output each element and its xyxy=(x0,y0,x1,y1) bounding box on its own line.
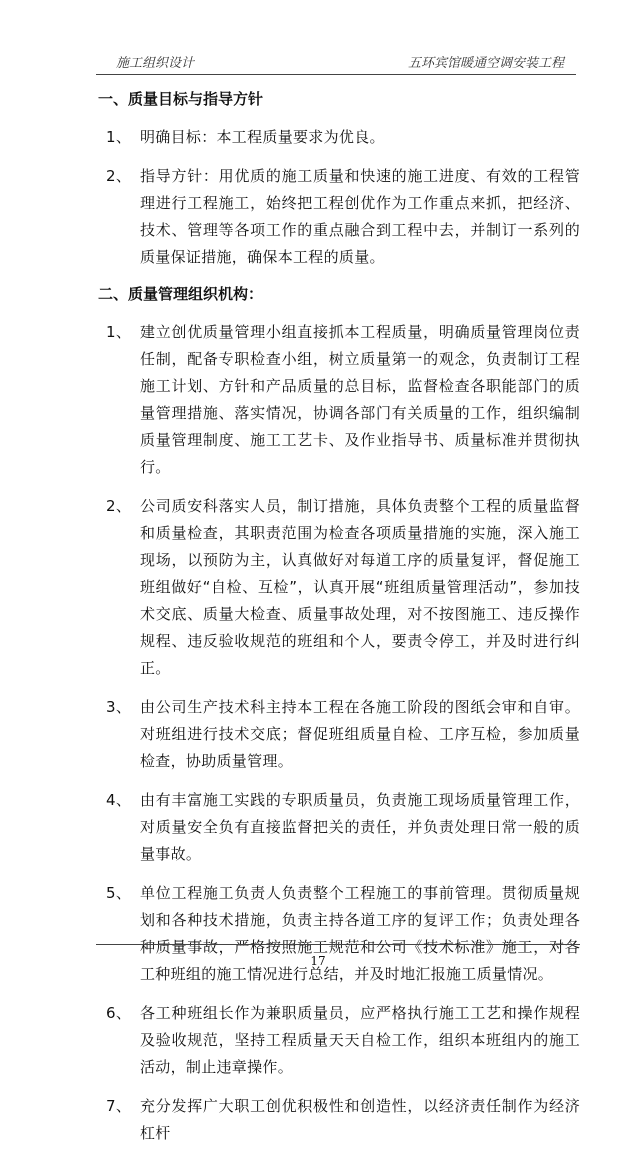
item-text: 单位工程施工负责人负责整个工程施工的事前管理。贯彻质量规划和各种技术措施，负责主持各道工序的复评工作；负责处理各种质量事故，严格按照施工规范和公司《技术标准》施工，对各工种班组的施工情况进行总结，并及时地汇报施工质量情况。 xyxy=(140,884,580,983)
item-number: 7、 xyxy=(106,1097,132,1115)
list-item xyxy=(96,163,580,271)
item-number: 1、 xyxy=(106,323,132,341)
section-title: 二、质量管理组织机构： xyxy=(98,285,264,303)
header-project-name: 五环宾馆暖通空调安装工程 xyxy=(407,56,564,71)
section-quality-goals xyxy=(96,88,580,271)
header-divider xyxy=(96,74,576,75)
page-header xyxy=(96,50,576,72)
item-number: 2、 xyxy=(106,167,132,185)
header-document-title: 施工组织设计 xyxy=(116,56,195,71)
item-text: 指导方针：用优质的施工质量和快速的施工进度、有效的工程管理进行工程施工，始终把工程创优作为工作重点来抓，把经济、技术、管理等各项工作的重点融合到工程中去，并制订一系列的质量保证措施，确保本工程的质量。 xyxy=(140,167,580,266)
list-item xyxy=(96,694,580,775)
section-quality-organization xyxy=(96,283,580,1147)
list-item xyxy=(96,493,580,682)
item-text: 各工种班组长作为兼职质量员，应严格执行施工工艺和操作规程及验收规范，坚持工程质量天天自检工作，组织本班组内的施工活动，制止违章操作。 xyxy=(140,1004,580,1076)
section-title: 一、质量目标与指导方针 xyxy=(98,90,264,108)
item-number: 1、 xyxy=(106,128,132,146)
item-number: 3、 xyxy=(106,698,132,716)
document-body xyxy=(96,88,580,1159)
item-text: 建立创优质量管理小组直接抓本工程质量，明确质量管理岗位责任制，配备专职检查小组，树立质量第一的观念，负责制订工程施工计划、方针和产品质量的总目标，监督检查各职能部门的质量管理措施、落实情况，协调各部门有关质量的工作，组织编制质量管理制度、施工工艺卡、及作业指导书、质量标准并贯彻执行。 xyxy=(140,323,580,476)
item-number: 5、 xyxy=(106,884,132,902)
item-text: 公司质安科落实人员，制订措施，具体负责整个工程的质量监督和质量检查，其职责范围为检查各项质量措施的实施，深入施工现场，以预防为主，认真做好对每道工序的质量复评，督促施工班组做好“自检、互检”，认真开展“班组质量管理活动”，参加技术交底、质量大检查、质量事故处理，对不按图施工、违反操作规程、违反验收规范的班组和个人，要责令停工，并及时进行纠正。 xyxy=(140,497,580,677)
list-item xyxy=(96,1093,580,1147)
item-text: 明确目标：本工程质量要求为优良。 xyxy=(140,128,385,146)
list-item xyxy=(96,1000,580,1081)
item-number: 2、 xyxy=(106,497,132,515)
item-text: 充分发挥广大职工创优积极性和创造性，以经济责任制作为经济杠杆 xyxy=(140,1097,580,1142)
item-text: 由有丰富施工实践的专职质量员，负责施工现场质量管理工作，对质量安全负有直接监督把关的责任，并负责处理日常一般的质量事故。 xyxy=(140,791,580,863)
item-number: 6、 xyxy=(106,1004,132,1022)
list-item xyxy=(96,124,580,151)
list-item xyxy=(96,787,580,868)
list-item xyxy=(96,319,580,481)
list-item xyxy=(96,880,580,988)
page-number: 17 xyxy=(310,954,326,968)
item-text: 由公司生产技术科主持本工程在各施工阶段的图纸会审和自审。对班组进行技术交底；督促班组质量自检、工序互检，参加质量检查，协助质量管理。 xyxy=(140,698,580,770)
footer-divider xyxy=(96,944,580,945)
item-number: 4、 xyxy=(106,791,132,809)
